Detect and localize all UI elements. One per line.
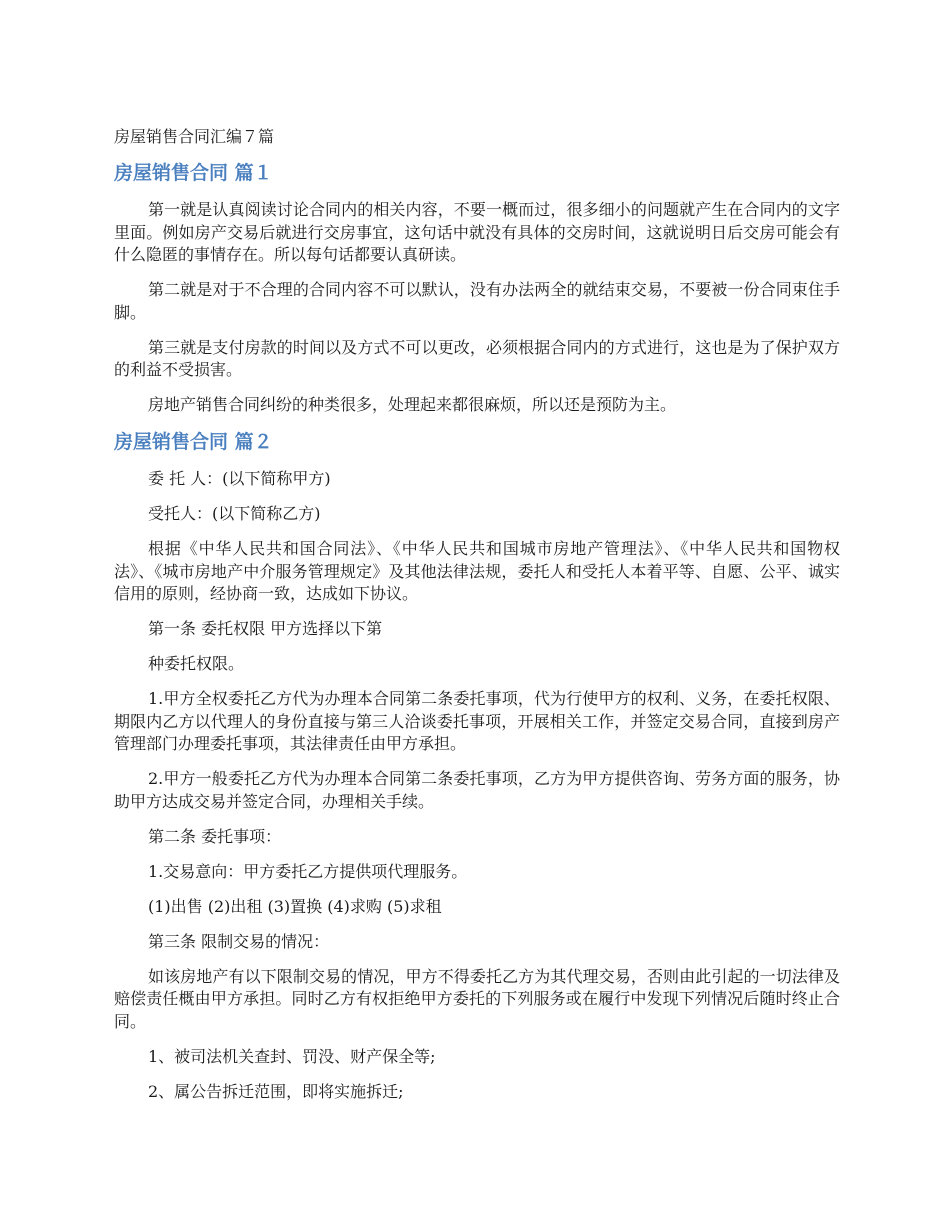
- paragraph: 第二条 委托事项：: [148, 826, 282, 846]
- paragraph: 第二就是对于不合理的合同内容不可以默认，没有办法两全的就结束交易，不要被一份合同束住手脚。: [114, 280, 840, 322]
- paragraph: 1、被司法机关查封、罚没、财产保全等;: [148, 1046, 436, 1066]
- paragraph: 受托人：(以下简称乙方): [148, 504, 321, 523]
- paragraph: (1)出售 (2)出租 (3)置换 (4)求购 (5)求租: [148, 896, 442, 916]
- document-body: [114, 126, 840, 1116]
- section-1: [114, 160, 840, 417]
- paragraph: 种委托权限。: [148, 654, 245, 673]
- section-heading: 房屋销售合同 篇２: [114, 431, 273, 453]
- paragraph: 第三就是支付房款的时间以及方式不可以更改，必须根据合同内的方式进行，这也是为了保护双方的利益不受损害。: [114, 337, 840, 379]
- document-title: 房屋销售合同汇编７篇: [114, 127, 275, 146]
- section-2: [114, 429, 840, 1103]
- paragraph: 第一条 委托权限 甲方选择以下第: [148, 619, 383, 638]
- paragraph: 如该房地产有以下限制交易的情况，甲方不得委托乙方为其代理交易，否则由此引起的一切法律及赔偿责任概由甲方承担。同时乙方有权拒绝甲方委托的下列服务或在履行中发现下列情况后随时终止合同。: [114, 966, 840, 1031]
- paragraph: 委 托 人：(以下简称甲方): [148, 469, 331, 488]
- section-heading: 房屋销售合同 篇１: [114, 162, 273, 184]
- paragraph: 第一就是认真阅读讨论合同内的相关内容，不要一概而过，很多细小的问题就产生在合同内的文字里面。例如房产交易后就进行交房事宜，这句话中就没有具体的交房时间，这就说明日后交房可能会有什么隐匿的事情存在。所以每句话都要认真研读。: [114, 200, 840, 264]
- paragraph: 2.甲方一般委托乙方代为办理本合同第二条委托事项，乙方为甲方提供咨询、劳务方面的服务，协助甲方达成交易并签定合同，办理相关手续。: [114, 769, 840, 811]
- paragraph: 根据《中华人民共和国合同法》、《中华人民共和国城市房地产管理法》、《中华人民共和国物权法》、《城市房地产中介服务管理规定》及其他法律法规，委托人和受托人本着平等、自愿、公平、诚实信用的原则，经协商一致，达成如下协议。: [114, 539, 840, 603]
- paragraph: 2、属公告拆迁范围，即将实施拆迁;: [148, 1081, 404, 1101]
- paragraph: 第三条 限制交易的情况：: [148, 931, 330, 951]
- paragraph: 房地产销售合同纠纷的种类很多，处理起来都很麻烦，所以还是预防为主。: [148, 395, 677, 414]
- paragraph: 1.交易意向：甲方委托乙方提供项代理服务。: [148, 861, 468, 881]
- paragraph: 1.甲方全权委托乙方代为办理本合同第二条委托事项，代为行使甲方的权利、义务，在委托权限、期限内乙方以代理人的身份直接与第三人洽谈委托事项，开展相关工作，并签定交易合同，直接到房产管理部门办理委托事项，其法律责任由甲方承担。: [114, 689, 840, 753]
